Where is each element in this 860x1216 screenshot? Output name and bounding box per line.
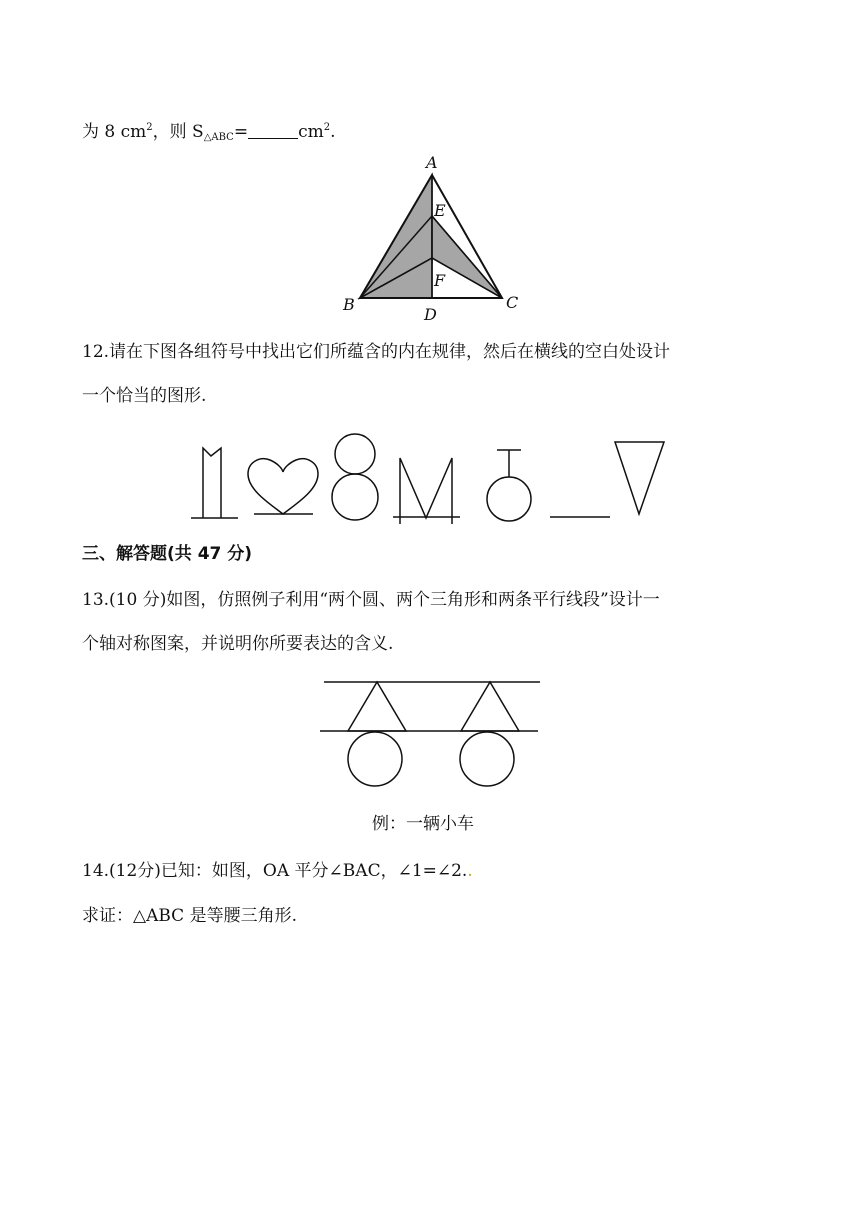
q13-line2: 个轴对称图案，并说明你所要表达的含义. [82,634,394,654]
label-c: C [506,293,519,312]
q14-line2: 求证：△ABC 是等腰三角形. [82,906,297,926]
answer-blank[interactable] [248,122,298,139]
label-b: B [343,295,355,314]
q11-tail-line [82,116,336,150]
figure-caption: 例：一辆小车 [372,814,474,834]
q11-unit: cm [298,122,324,142]
symbol-1-mirror-h [191,448,238,518]
q11-end: . [330,122,336,142]
symbol-2-heart [248,459,318,514]
q11-equals: = [233,122,249,142]
section-heading: 三、解答题(共 47 分) [82,544,253,564]
q11-mid: ，则 S [152,122,204,142]
q11-subscript: △ABC [203,132,234,143]
symbol-sequence [190,432,670,527]
car-example-figure [318,676,544,792]
label-f: F [434,271,446,290]
label-a: A [426,153,438,172]
q14-text: 14.(12分)已知：如图，OA 平分∠BAC，∠1=∠2. [82,861,468,881]
q14-line1 [82,859,473,883]
symbol-4-mirror-m [393,458,460,524]
left-triangle [348,682,406,731]
q11-prefix: 为 8 cm [82,122,147,142]
q11-sup2: 2 [323,122,331,133]
q12-line2: 一个恰当的图形. [82,386,207,406]
right-wheel [460,732,514,786]
label-d: D [424,305,437,324]
symbol-7-triangle [615,442,664,514]
q13-line1: 13.(10 分)如图，仿照例子利用“两个圆、两个三角形和两条平行线段”设计一 [82,590,660,610]
q11-sup1: 2 [146,122,153,133]
left-wheel [348,732,402,786]
q14-dot: . [467,861,473,881]
symbol-5-mirror-6 [487,450,531,521]
q12-line1: 12.请在下图各组符号中找出它们所蕴含的内在规律，然后在横线的空白处设计 [82,342,671,362]
right-triangle [461,682,519,731]
symbol-3-eight [332,434,378,520]
label-e: E [434,201,446,220]
triangle-figure [330,148,530,328]
